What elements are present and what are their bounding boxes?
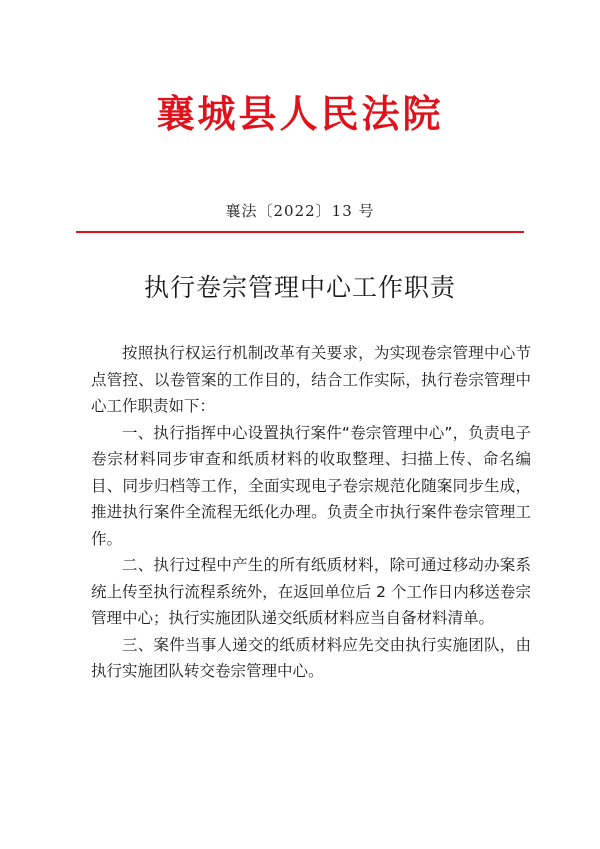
document-body [91,340,531,685]
paragraph-item-1: 一、执行指挥中心设置执行案件“卷宗管理中心”，负责电子卷宗材料同步审查和纸质材料的收取整理、扫描上传、命名编目、同步归档等工作，全面实现电子卷宗规范化随案同步生成，推进执行案件全流程无纸化办理。负责全市执行案件卷宗管理工作。 [91,423,531,548]
paragraph-intro: 按照执行权运行机制改革有关要求，为实现卷宗管理中心节点管控、以卷管案的工作目的，结合工作实际，执行卷宗管理中心工作职责如下： [91,344,531,415]
document-number: 襄法〔2022〕13 号 [225,202,375,220]
issuer-header: 襄城县人民法院 [156,91,444,136]
document-title: 执行卷宗管理中心工作职责 [143,273,456,302]
red-divider-line [76,231,524,233]
paragraph-item-2: 二、执行过程中产生的所有纸质材料，除可通过移动办案系统上传至执行流程系统外，在返回单位后 2 个工作日内移送卷宗管理中心；执行实施团队递交纸质材料应当自备材料清单。 [91,556,531,627]
paragraph-item-3: 三、案件当事人递交的纸质材料应先交由执行实施团队，由执行实施团队转交卷宗管理中心。 [91,635,531,680]
